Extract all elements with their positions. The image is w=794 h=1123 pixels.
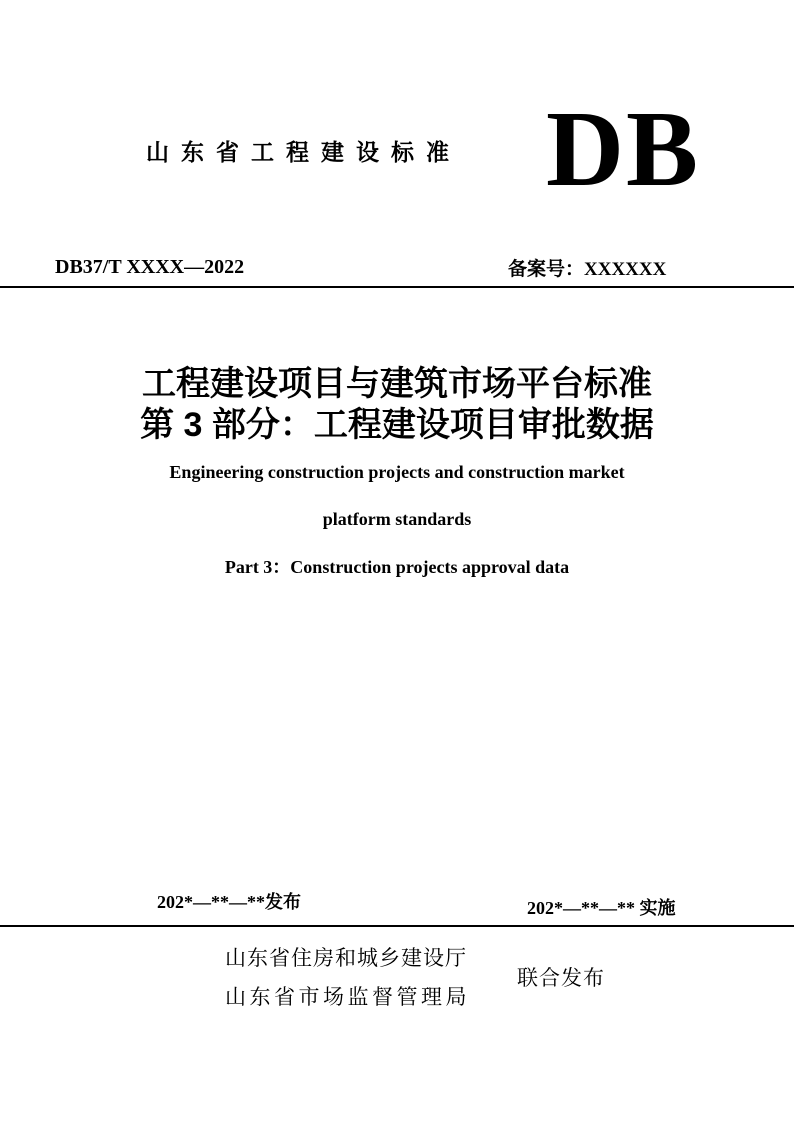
publisher-org-1: 山东省住房和城乡建设厅 — [225, 946, 467, 970]
title-en-line3: Part 3：Construction projects approval data — [224, 557, 570, 577]
joint-publish-label: 联合发布 — [517, 966, 605, 990]
title-en-line1: Engineering construction projects and construction market — [169, 462, 625, 482]
standard-number: DB37/T XXXX—2022 — [55, 256, 245, 278]
title-cn-line2: 第 3 部分：工程建设项目审批数据 — [140, 406, 654, 444]
footer-divider — [0, 925, 794, 927]
title-cn-line1: 工程建设项目与建筑市场平台标准 — [142, 365, 652, 403]
publisher-org-2: 山东省市场监督管理局 — [225, 985, 470, 1009]
issue-date: 202*—**—**发布 — [157, 892, 301, 912]
implement-date: 202*—**—** 实施 — [527, 898, 676, 918]
title-block — [0, 364, 794, 579]
record-number: 备案号：XXXXXX — [508, 259, 667, 280]
db-standard-logo: DB — [546, 90, 701, 209]
jurisdiction-title: 山东省工程建设标准 — [146, 139, 461, 165]
title-en-line2: platform standards — [322, 509, 472, 529]
header-divider — [0, 286, 794, 288]
